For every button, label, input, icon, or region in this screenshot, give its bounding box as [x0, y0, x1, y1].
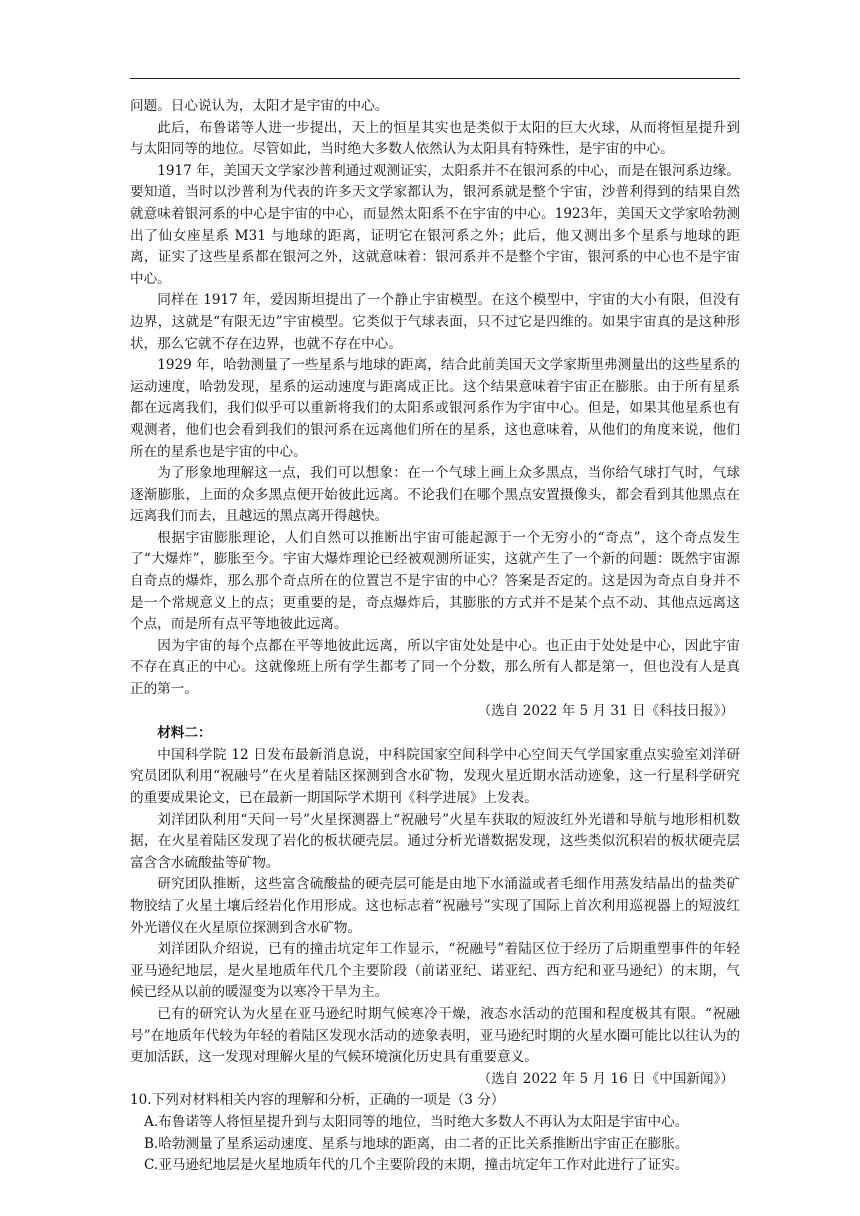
paragraph: 此后，布鲁诺等人进一步提出，天上的恒星其实也是类似于太阳的巨大火球，从而将恒星提升到与太阳同等的地位。尽管如此，当时绝大多数人依然认为太阳具有特殊性，是宇宙的中心。 — [130, 119, 740, 158]
paragraph: 根据宇宙膨胀理论，人们自然可以推断出宇宙可能起源于一个无穷小的“奇点”，这个奇点发生了“大爆炸”，膨胀至今。宇宙大爆炸理论已经被观测所证实，这就产生了一个新的问题：既然宇宙源自奇点的爆炸，那么那个奇点所在的位置岂不是宇宙的中心？答案是否定的。这是因为奇点自身并不是一个常规意义上的点；更重要的是，奇点爆炸后，其膨胀的方式并不是某个点不动、其他点远离这个点，而是所有点平等地彼此远离。 — [130, 529, 740, 633]
paragraph: 因为宇宙的每个点都在平等地彼此远离，所以宇宙处处是中心。也正由于处处是中心，因此宇宙不存在真正的中心。这就像班上所有学生都考了同一个分数，那么所有人都是第一，但也没有人是真正的第一。 — [130, 637, 740, 698]
header-rule — [130, 78, 740, 79]
answer-option-c: C.亚马逊纪地层是火星地质年代的几个主要阶段的末期，撞击坑定年工作对此进行了证实。 — [144, 1157, 689, 1174]
paragraph: 问题。日心说认为，太阳才是宇宙的中心。 — [130, 98, 389, 114]
paragraph: 同样在 1917 年，爱因斯坦提出了一个静止宇宙模型。在这个模型中，宇宙的大小有限，但没有边界，这就是“有限无边”宇宙模型。它类似于气球表面，只不过它是四维的。如果宇宙真的是这种形状，那么它就不存在边界，也就不存在中心。 — [130, 292, 740, 352]
paragraph: 刘洋团队介绍说，已有的撞击坑定年工作显示，“祝融号”着陆区位于经历了后期重塑事件的年轻亚马逊纪地层，是火星地质年代几个主要阶段（前诺亚纪、诺亚纪、西方纪和亚马逊纪）的末期，气候已经从以前的暖湿变为以寒冷干旱为主。 — [130, 941, 740, 1001]
answer-option-a: A.布鲁诺等人将恒星提升到与太阳同等的地位，当时绝大多数人不再认为太阳是宇宙中心。 — [144, 1113, 689, 1130]
question-stem: 10.下列对材料相关内容的理解和分析，正确的一项是（3 分） — [130, 1092, 505, 1109]
paragraph: 已有的研究认为火星在亚马逊纪时期气候寒冷干燥，液态水活动的范围和程度极其有限。“祝融号”在地质年代较为年轻的着陆区发现水活动的迹象表明，亚马逊纪时期的火星水圈可能比以往认为的更加活跃，这一发现对理解火星的气候环境演化历史具有重要意义。 — [130, 1005, 740, 1066]
paragraph: 研究团队推断，这些富含硫酸盐的硬壳层可能是由地下水涌溢或者毛细作用蒸发结晶出的盐类矿物胶结了火星土壤后经岩化作用形成。这也标志着“祝融号”实现了国际上首次利用巡视器上的短波红外光谱仪在火星原位探测到含水矿物。 — [130, 876, 740, 936]
answer-option-b: B.哈勃测量了星系运动速度、星系与地球的距离，由二者的正比关系推断出宇宙正在膨胀。 — [144, 1135, 689, 1152]
document-page — [130, 96, 740, 1177]
paragraph: 1917 年，美国天文学家沙普利通过观测证实，太阳系并不在银河系的中心，而是在银河系边缘。要知道，当时以沙普利为代表的许多天文学家都认为，银河系就是整个宇宙，沙普利得到的结果自然就意味着银河系的中心是宇宙的中心，而显然太阳系不在宇宙的中心。1923年，美国天文学家哈勃测出了仙女座星系 M31 与地球的距离，证明它在银河系之外；此后，他又测出多个星系与地球的距离，证实了这些星系都在银河之外，这就意味着：银河系并不是整个宇宙，银河系的中心也不是宇宙中心。 — [130, 162, 740, 287]
paragraph: 1929 年，哈勃测量了一些星系与地球的距离，结合此前美国天文学家斯里弗测量出的这些星系的运动速度，哈勃发现，星系的运动速度与距离成正比。这个结果意味着宇宙正在膨胀。由于所有星系都在远离我们，我们似乎可以重新将我们的太阳系或银河系作为宇宙中心。但是，如果其他星系也有观测者，他们也会看到我们的银河系在远离他们所在的星系，这也意味着，从他们的角度来说，他们所在的星系也是宇宙的中心。 — [130, 357, 740, 460]
paragraph: 刘洋团队利用“天问一号”火星探测器上“祝融号”火星车获取的短波红外光谱和导航与地形相机数据，在火星着陆区发现了岩化的板状硬壳层。通过分析光谱数据发现，这些类似沉积岩的板状硬壳层富含含水硫酸盐等矿物。 — [130, 811, 740, 871]
paragraph: 为了形象地理解这一点，我们可以想象：在一个气球上画上众多黑点，当你给气球打气时，气球逐渐膨胀，上面的众多黑点便开始彼此远离。不论我们在哪个黑点安置摄像头，都会看到其他黑点在远离我们而去，且越远的黑点离开得越快。 — [130, 465, 740, 525]
source-citation: （选自 2022 年 5 月 31 日《科技日报》） — [477, 702, 734, 719]
material-heading: 材料二： — [157, 725, 212, 742]
source-citation: （选自 2022 年 5 月 16 日《中国新闻》） — [477, 1070, 734, 1087]
paragraph: 中国科学院 12 日发布最新消息说，中科院国家空间科学中心空间天气学国家重点实验室刘洋研究员团队利用“祝融号”在火星着陆区探测到含水矿物，发现火星近期水活动迹象，这一行星科学研究的重要成果论文，已在最新一期国际学术期刊《科学进展》上发表。 — [130, 746, 740, 806]
